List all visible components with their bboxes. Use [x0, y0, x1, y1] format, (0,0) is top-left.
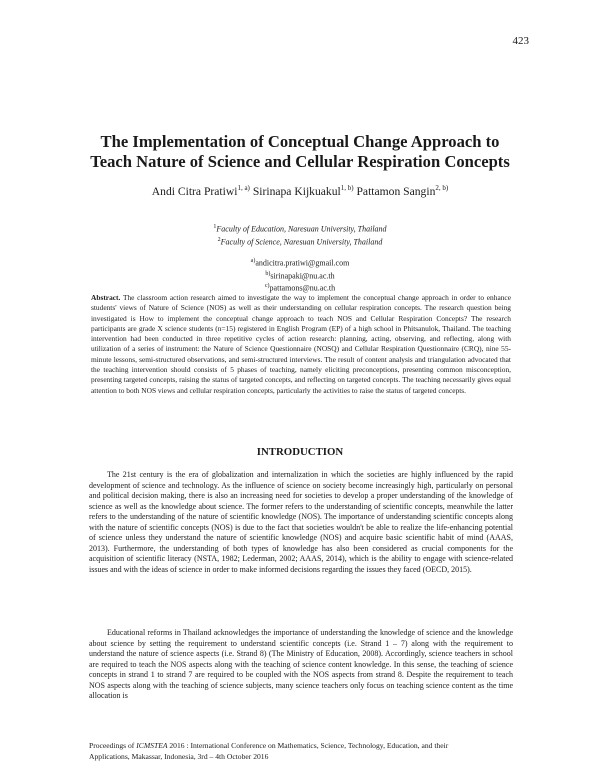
affiliation-line — [60, 222, 540, 235]
email-address: andicitra.pratiwi@gmail.com — [255, 258, 350, 268]
paragraph-text: Educational reforms in Thailand acknowledges the importance of understanding the knowledge of science and the knowledge about science by setting the requirement to understand scientific concepts (i.e. Strand 1 – 7) along with the requirement to understand the nature of science aspects (i.e. Strand 8) (The Ministry of Education, 2008). Accordingly, science teachers in school are required to teach the NOS aspects along with the teaching of science content knowledge. In this sense, the teaching of science concepts in strand 1 to strand 7 are required to be coupled with the NOS aspects from strand 8. Despite the requirement to teach NOS aspects along with the teaching of science subjects, many science teachers only focus on teaching science content as the time allocation is — [89, 628, 513, 700]
email-address: sirinapaki@nu.ac.th — [270, 271, 335, 281]
affiliation-text: Faculty of Science, Naresuan University, Thailand — [220, 237, 383, 247]
author-name: Sirinapa Kijkuakul — [252, 184, 341, 198]
affiliation-mark: 2 — [217, 236, 221, 243]
paragraph-text: The 21st century is the era of globalization and internalization in which the societies are highly influenced by the rapid development of science and technology. As the influence of science on society become increasingly high, particularly on personal and political decision making, there is also an increasing need for societies to develop a proper understanding of the knowledge of science as well as the knowledge about science. The former refers to the understanding of scientific concepts, meanwhile the latter refers to the understanding of the nature of scientific knowledge (NOS). The importance of understanding scientific concepts along with the nature of scientific concepts (NOS) is due to the fact that societies wouldn't be able to realize the life-enhancing potential of science unless they understand the nature of scientific knowledge (NOS) and acquire basic scientific habit of mind (AAAS, 2013). Furthermore, the understanding of both types of knowledge has also been considered as crucial components for the acquisition of scientific literacy (NSTA, 1982; Lederman, 2002; AAAS, 2014), which is the ability to engage with science-related issues and with the ideas of science in order to make informed decisions regarding the issues they faced (OECD, 2015). — [89, 470, 513, 574]
email-mark: c) — [264, 283, 270, 290]
footer-prefix: Proceedings of — [89, 741, 137, 750]
footer-line-1-text: 2016 : International Conference on Mathematics, Science, Technology, Education, and their — [167, 741, 449, 750]
abstract-label: Abstract. — [91, 293, 121, 302]
affiliations — [60, 222, 540, 247]
author-affil-mark: 1, a) — [237, 184, 250, 192]
section-heading: INTRODUCTION — [256, 446, 344, 458]
paper-title — [60, 132, 540, 172]
affiliation-line — [60, 235, 540, 248]
email-address: pattamons@nu.ac.th — [269, 283, 336, 293]
email-mark: a) — [250, 258, 256, 264]
author-affil-mark: 1, b) — [340, 184, 354, 192]
author-list — [60, 184, 540, 198]
abstract — [91, 293, 511, 396]
footer-line-1 — [89, 741, 513, 752]
title-line-2: Teach Nature of Science and Cellular Respiration Concepts — [90, 152, 510, 171]
affiliation-text: Faculty of Education, Naresuan University, Thailand — [216, 224, 387, 234]
abstract-text: The classroom action research aimed to investigate the way to implement the conceptual change approach in order to enhance students' views of Nature of Science (NOS) as well as their understanding on cellular respiration concepts. The research question being investigated is How to implement the conceptual change approach to teach NOS and Cellular Respiration Concepts? The research participants are grade X science students (n=15) registered in English Program (EP) of a high school in Phitsanulok, Thailand. The teaching intervention had been conducted in three repetitive cycles of action research: planning, acting, observing, and reflecting, along with utilization of a series of instrument: the Nature of Science Questionnaire (NOSQ) and Cellular Respiration Questionnaire (CRQ), nine 55-minute lessons, semi-structured observations, and semi-structured interviews. The result of content analysis and triangulation advocated that the teaching intervention should consists of 5 phases of teaching, namely eliciting preconceptions, presenting common misconception, presenting targeted concepts, raising the status of targeted concepts, and reflecting on targeted concepts. The teaching necessarily gives equal attention to both NOS views and cellular respiration concepts, particularly the activities to raise the status of targeted concepts. — [91, 293, 511, 395]
title-line-1: The Implementation of Conceptual Change Approach to — [100, 132, 500, 151]
email-mark: b) — [265, 270, 271, 277]
email-line — [60, 269, 540, 282]
author-name: Andi Citra Pratiwi — [151, 184, 238, 198]
author-affil-mark: 2, b) — [435, 184, 449, 192]
author-name: Pattamon Sangin — [356, 184, 436, 198]
footer-conference: ICMSTEA — [136, 741, 168, 750]
body-paragraph-2 — [89, 628, 513, 702]
affiliation-mark: 1 — [213, 224, 217, 230]
email-list — [60, 256, 540, 294]
page-footer — [89, 741, 513, 762]
page-number: 423 — [512, 35, 529, 47]
body-paragraph-1 — [89, 470, 513, 575]
email-line — [60, 256, 540, 269]
footer-line-2: Applications, Makassar, Indonesia, 3rd – 4th October 2016 — [89, 751, 269, 761]
